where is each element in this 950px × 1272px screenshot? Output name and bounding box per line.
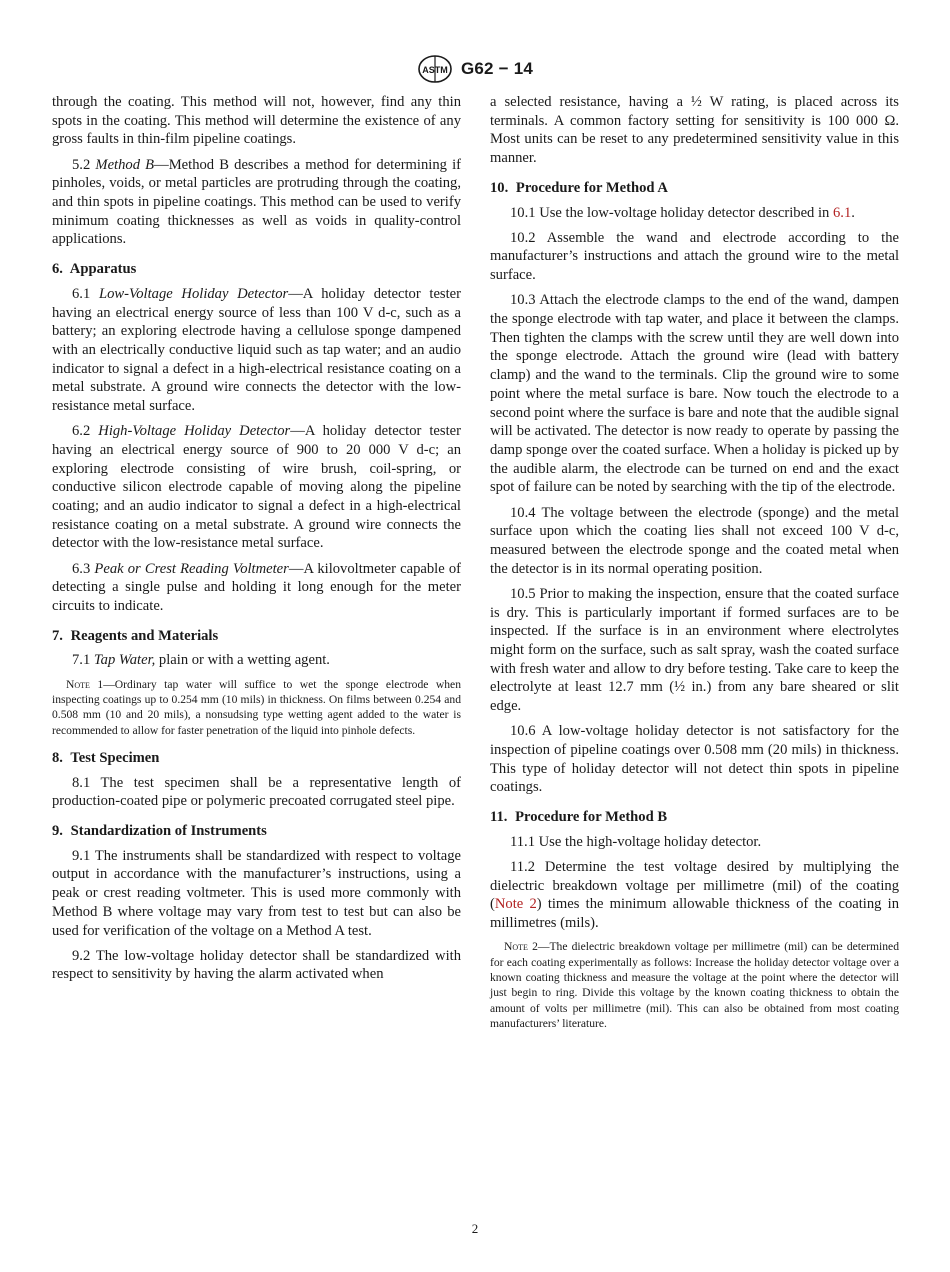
right-column: [490, 93, 899, 1039]
paragraph-11-2: [490, 858, 899, 933]
clause-text: —A holiday detector tester having an electrical energy source of 900 to 20 000 V d-c; an exploring electrode consisting of wire brush, coil-spring, or conductive silicon electrode capable of moving along the pipeline coating; and an audio indicator to signal a defect in a high-electrical resistance coating on a metal substrate. A ground wire connects the detector with the low-resistance metal surface.: [52, 423, 461, 552]
clause-number: 6.2: [72, 423, 91, 440]
paragraph-10-4: 10.4 The voltage between the electrode (sponge) and the metal surface upon which the coating lies shall not exceed 100 V d-c, measured between the electrode sponge and the coated metal when the detector is in its normal operating position.: [490, 504, 899, 577]
section-title: Procedure for Method A: [515, 179, 668, 196]
clause-text: 11.2 Determine the test voltage desired by multiplying the dielectric breakdown voltage per millimetre (mil) of the coating (: [490, 859, 899, 913]
logo-text: ASTM: [422, 65, 448, 75]
section-heading-8: [52, 749, 461, 768]
note-label: Note 1: [66, 677, 104, 691]
section-number: 10.: [490, 179, 509, 196]
paragraph-10-5: 10.5 Prior to making the inspection, ensure that the coated surface is dry. This is particularly important if formed surfaces are to be inspected. If the surface is in an environment where electrolytes might form on the surface, such as salt spray, wash the coated surface with fresh water and allow to dry before testing. Take care to keep the electrolyte at least 12.7 mm (½ in.) from any bare sheared or slit edge.: [490, 585, 899, 715]
astm-logo-icon: [417, 54, 453, 84]
paragraph-7-1: [52, 651, 461, 670]
section-number: 9.: [52, 822, 63, 839]
paragraph-11-1: 11.1 Use the high-voltage holiday detector.: [510, 833, 762, 850]
paragraph-9-1: 9.1 The instruments shall be standardized with respect to voltage output in accordance with the manufacturer’s instructions, using a peak or crest reading voltmeter. This is used more commonly with Method B where voltage may vary from test to test but can also be used for verification of the voltage on a Method A test.: [52, 847, 461, 939]
section-number: 11.: [490, 809, 508, 826]
note-text: —Ordinary tap water will suffice to wet the sponge electrode when inspecting coatings up to 0.254 mm (10 mils) in thickness. On films between 0.254 and 0.508 mm (10 and 20 mils), a nonsudsing type wetting agent added to the water is recommended to allow for faster penetration of the liquid into pinhole defects.: [52, 677, 461, 737]
section-title: Procedure for Method B: [515, 809, 668, 826]
paragraph-8-1: 8.1 The test specimen shall be a representative length of production-coated pipe or polymeric precoated corrugated steel pipe.: [52, 774, 461, 810]
clause-text: —A holiday detector tester having an electrical energy source of less than 100 V d-c, such as a battery; an exploring electrode having a cellulose sponge dampened with an electrically conductive liquid such as tap water; and an audio indicator to signal a defect in a high-electrical resistance coating on a metal substrate. A ground wire connects the detector with the low-resistance metal surface.: [52, 285, 461, 415]
clause-number: 5.2: [72, 156, 91, 173]
section-heading-7: [52, 627, 461, 646]
section-heading-10: [490, 179, 899, 198]
clause-text-end: .: [851, 204, 855, 221]
clause-term: High-Voltage Holiday Detector: [98, 423, 291, 440]
note-reference-link[interactable]: Note 2: [494, 896, 537, 913]
paragraph-6-2: [52, 422, 461, 553]
note-2: [490, 939, 899, 1031]
section-title: Reagents and Materials: [70, 627, 219, 644]
clause-term: Method B: [95, 156, 155, 173]
section-number: 8.: [52, 749, 63, 766]
paragraph-10-6: 10.6 A low-voltage holiday detector is not satisfactory for the inspection of pipeline coatings over 0.508 mm (20 mils) in thickness. This type of holiday detector will not detect thin spots in pipeline coatings.: [490, 723, 899, 796]
clause-text: plain or with a wetting agent.: [155, 652, 330, 669]
left-column: [52, 93, 461, 991]
paragraph-9-2: 9.2 The low-voltage holiday detector shall be standardized with respect to sensitivity by having the alarm activated when: [52, 947, 461, 983]
clause-text: —Method B describes a method for determining if pinholes, voids, or metal particles are protruding through the coating, and thin spots in pipeline coatings. This method can be used to verify minimum coating thicknesses as well as voids in quality-control applications.: [52, 156, 461, 248]
paragraph-continuation: a selected resistance, having a ½ W rating, is placed across its terminals. A common factory setting for sensitivity is 100 000 Ω. Most units can be reset to any predetermined sensitivity value in this manner.: [490, 94, 899, 167]
paragraph-6-1: [52, 285, 461, 416]
clause-number: 6.3: [72, 560, 91, 577]
clause-term: Tap Water,: [93, 652, 156, 669]
note-text: —The dielectric breakdown voltage per millimetre (mil) can be determined for each coating experimentally as follows: Increase the holiday detector voltage over a known coating thickness and measure the voltage at the point where the detector will just begin to ring. Divide this voltage by the known coating thickness to obtain the amount of volts per millimetre (mil). This can also be obtained from most coating manufacturers’ literature.: [490, 940, 899, 1030]
clause-text-end: ) times the minimum allowable thickness of the coating in millimetres (mils).: [490, 896, 899, 932]
clause-number: 7.1: [72, 652, 91, 669]
clause-text: 10.1 Use the low-voltage holiday detector described in: [510, 204, 833, 221]
cross-reference-link[interactable]: 6.1: [833, 204, 852, 221]
clause-number: 6.1: [72, 285, 91, 302]
clause-term: Low-Voltage Holiday Detector: [98, 285, 289, 302]
note-1: [52, 677, 461, 738]
paragraph-continuation: through the coating. This method will not, however, find any thin spots in the coating. This method will determine the existence of any gross faults in thin-film pipeline coatings.: [52, 94, 461, 148]
section-title: Standardization of Instruments: [70, 822, 267, 839]
paragraph-10-1: [490, 204, 899, 223]
section-heading-6: [52, 260, 461, 279]
note-label: Note 2: [504, 940, 538, 954]
section-number: 6.: [52, 261, 63, 278]
section-heading-11: [490, 808, 899, 827]
section-number: 7.: [52, 627, 63, 644]
page-header: [0, 54, 950, 84]
paragraph-10-3: 10.3 Attach the electrode clamps to the end of the wand, dampen the sponge electrode with tap water, and place it between the clamps. Then tighten the clamps with the screw until they are well down into the sponge electrode. Attach the ground wire (lead with battery clamp) and the wand to the terminals. Clip the ground wire to some point where the metal surface is bare. Now touch the electrode to a second point where the surface is bare and note that the audible signal will be activated. The detector is now ready to operate by passing the damp sponge over the coated surface. When a holiday is picked up by the audible alarm, the electrode can be turned on end and the exact spot of failure can be noted by searching with the tip of the electrode.: [490, 292, 899, 496]
section-title: Apparatus: [69, 261, 137, 278]
page-number: 2: [471, 1221, 479, 1236]
section-heading-9: [52, 822, 461, 841]
paragraph-5-2: [52, 156, 461, 250]
section-title: Test Specimen: [70, 749, 160, 766]
paragraph-10-2: 10.2 Assemble the wand and electrode according to the manufacturer’s instructions and attach the ground wire to the metal surface.: [490, 229, 899, 284]
paragraph-6-3: [52, 560, 461, 616]
document-designation: G62 − 14: [460, 59, 533, 78]
clause-text: —A kilovoltmeter capable of detecting a single pulse and holding it long enough for the meter circuits to indicate.: [52, 560, 462, 615]
clause-term: Peak or Crest Reading Voltmeter: [94, 560, 289, 577]
